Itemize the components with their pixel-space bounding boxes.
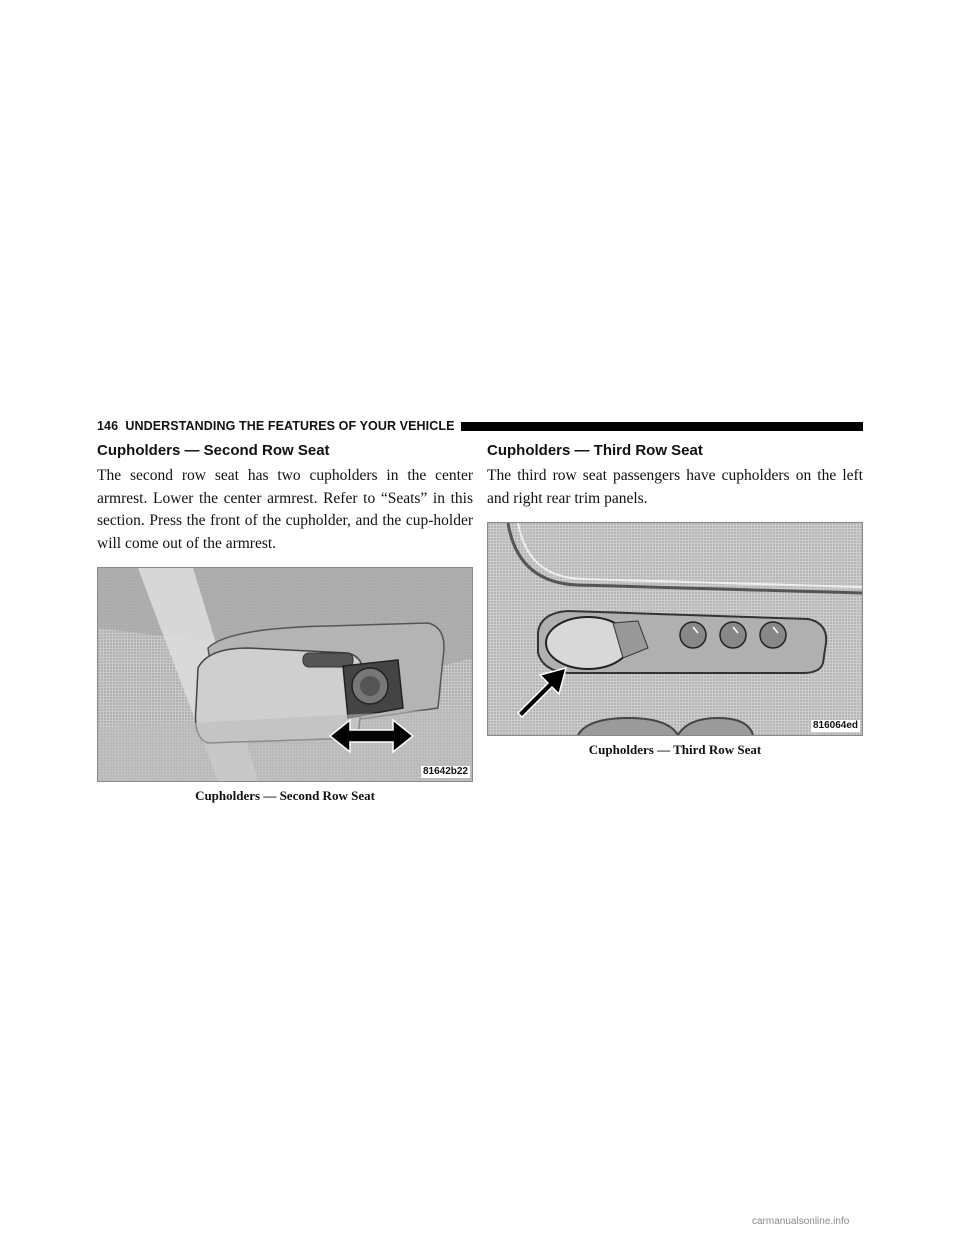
second-row-cupholder-illustration xyxy=(98,568,472,781)
third-row-heading: Cupholders — Third Row Seat xyxy=(487,442,703,459)
page-number-and-section xyxy=(97,419,455,433)
right-column xyxy=(487,441,863,758)
second-row-paragraph: The second row seat has two cupholders in the center armrest. Lower the center armrest. Refer to “Seats” in this section. Press the front of the cupholder, and the cup-holder will come out of the armrest. xyxy=(97,467,473,552)
second-row-figure-code: 81642b22 xyxy=(422,766,468,777)
third-row-paragraph: The third row seat passengers have cupholders on the left and right rear trim panels. xyxy=(487,467,863,507)
second-row-heading: Cupholders — Second Row Seat xyxy=(97,442,330,459)
left-column xyxy=(97,441,473,804)
page-number: 146 xyxy=(97,419,119,433)
third-row-figure xyxy=(487,522,863,736)
second-row-figure xyxy=(97,567,473,782)
third-row-cupholder-illustration xyxy=(488,523,862,735)
watermark: carmanualsonline.info xyxy=(752,1216,850,1227)
section-title: UNDERSTANDING THE FEATURES OF YOUR VEHICLE xyxy=(125,419,455,433)
third-row-caption: Cupholders — Third Row Seat xyxy=(588,742,762,757)
header-rule xyxy=(461,422,863,431)
third-row-figure-code: 816064ed xyxy=(812,720,858,731)
second-row-caption: Cupholders — Second Row Seat xyxy=(195,788,375,803)
page-header xyxy=(97,419,863,433)
